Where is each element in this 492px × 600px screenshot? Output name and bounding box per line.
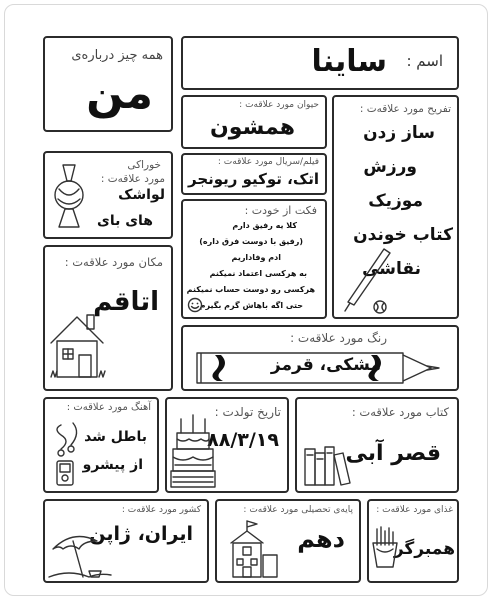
hobby-item: موزیک bbox=[368, 191, 423, 211]
dish-label: غذای مورد علاقه‌ت : bbox=[376, 505, 453, 515]
birthday-cake-icon bbox=[171, 411, 215, 491]
animal-value: همشون bbox=[210, 115, 295, 140]
name-value: ساینا bbox=[311, 44, 387, 79]
book-box bbox=[295, 397, 459, 493]
birthday-value: ۸۸/۳/۱۹ bbox=[207, 429, 279, 451]
house-icon bbox=[49, 311, 109, 381]
birthday-label: تاریخ تولدت : bbox=[214, 405, 281, 419]
fact-line: کلا یه رفیق دارم bbox=[232, 221, 297, 230]
color-label: رنگ مورد علاقه‌ت : bbox=[290, 331, 387, 345]
fact-label: فکت از خودت : bbox=[244, 204, 317, 217]
hobby-label: تفریح مورد علاقه‌ت : bbox=[359, 103, 451, 115]
country-box bbox=[43, 499, 209, 583]
books-icon bbox=[303, 443, 353, 487]
place-box bbox=[43, 245, 173, 391]
dish-value: همبرگر bbox=[393, 539, 455, 559]
beach-umbrella-icon bbox=[49, 531, 111, 581]
color-box bbox=[181, 325, 459, 391]
movie-value: اتک، توکیو ریونجر bbox=[187, 170, 319, 188]
fact-line: هرکسی رو دوست حساب نمیکنم bbox=[186, 285, 315, 294]
animal-label: حیوان مورد علاقه‌ت : bbox=[239, 100, 319, 110]
snack-value: لواشک bbox=[118, 187, 165, 203]
hobby-item: ورزش bbox=[363, 157, 417, 177]
music-player-icon bbox=[51, 419, 85, 489]
snack-box bbox=[43, 151, 173, 239]
fact-line: به هرکسی اعتماد نمیکنم bbox=[209, 269, 307, 278]
hobby-item: نقاشی bbox=[362, 259, 421, 279]
country-value: ایران، ژاپن bbox=[89, 523, 193, 545]
candy-icon bbox=[49, 161, 89, 231]
song-value: از پیشرو bbox=[82, 457, 143, 473]
place-value: اتاقم bbox=[93, 287, 159, 317]
worksheet bbox=[4, 4, 488, 596]
fact-line: (رفیق با دوست فرق داره) bbox=[199, 237, 303, 246]
fact-line: ادم وفاداریم bbox=[231, 253, 281, 262]
hobby-item: ساز زدن bbox=[363, 123, 435, 143]
smiley-icon bbox=[187, 297, 203, 313]
book-label: کتاب مورد علاقه‌ت : bbox=[351, 405, 449, 419]
song-box bbox=[43, 397, 159, 493]
song-label: آهنگ مورد علاقه‌ت : bbox=[66, 402, 151, 413]
about-me-title: من bbox=[86, 68, 153, 119]
fact-box bbox=[181, 199, 327, 319]
color-value: مشکی، قرمز bbox=[270, 355, 381, 375]
fries-icon bbox=[371, 525, 399, 569]
dish-box bbox=[367, 499, 459, 583]
snack-label: مورد علاقه‌ت : bbox=[100, 173, 165, 185]
animal-box bbox=[181, 95, 327, 149]
baseball-bat-icon bbox=[340, 247, 400, 317]
place-label: مکان مورد علاقه‌ت : bbox=[64, 255, 163, 269]
name-box bbox=[181, 36, 459, 90]
movie-label: فیلم/سریال مورد علاقه‌ت : bbox=[217, 157, 319, 167]
about-me-title-box bbox=[43, 36, 173, 132]
birthday-box bbox=[165, 397, 289, 493]
grade-value: دهم bbox=[297, 525, 345, 553]
country-label: کشور مورد علاقه‌ت : bbox=[121, 505, 201, 515]
song-value: باطل شد bbox=[84, 429, 147, 445]
hobby-item: کتاب خوندن bbox=[353, 225, 453, 245]
grade-box bbox=[215, 499, 361, 583]
book-value: قصر آبی bbox=[345, 441, 441, 466]
snack-value: های بای bbox=[96, 213, 153, 229]
movie-box bbox=[181, 153, 327, 195]
grade-label: پایه‌ی تحصیلی مورد علاقه‌ت : bbox=[243, 505, 353, 515]
fact-line: حتی اگه باهاش گرم بگیرم bbox=[199, 301, 303, 310]
school-icon bbox=[221, 519, 281, 581]
about-me-caption: همه چیز درباره‌ی bbox=[71, 48, 163, 63]
name-label: اسم : bbox=[406, 52, 443, 70]
hobby-box bbox=[332, 95, 459, 319]
snack-label: خوراکی bbox=[127, 159, 161, 171]
